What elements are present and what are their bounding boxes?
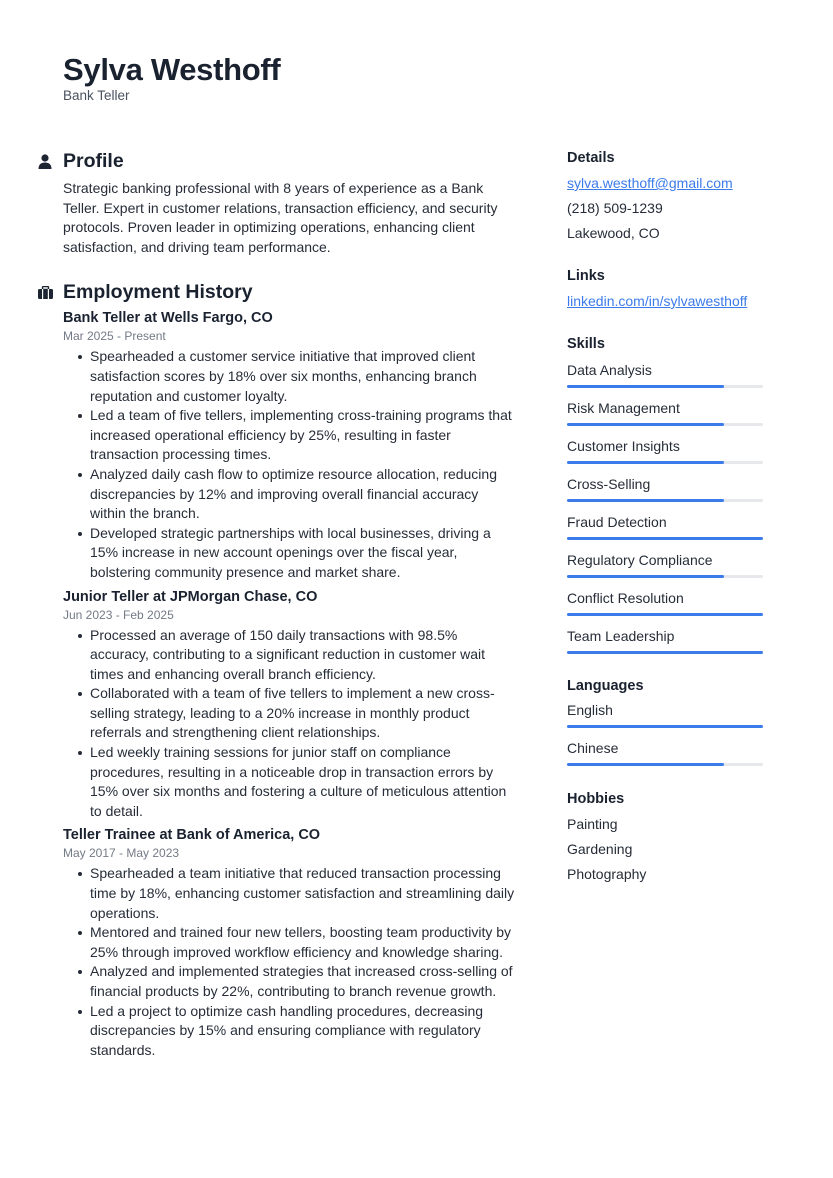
skills-list: [567, 356, 767, 660]
language-item: [567, 734, 767, 772]
level-bar-fill: [567, 423, 724, 426]
level-bar-fill: [567, 461, 724, 464]
profile-summary: Strategic banking professional with 8 years of experience as a Bank Teller. Expert in customer relations, transaction efficiency, and security protocols. Proven leader in optimizing operations, enhancing client satisfaction, and driving team performance.: [63, 180, 498, 255]
phone-number: (218) 509-1239: [567, 200, 663, 216]
level-bar-fill: [567, 575, 724, 578]
skill-item: [567, 356, 767, 394]
skill-item: [567, 622, 767, 660]
email-link[interactable]: sylva.westhoff@gmail.com: [567, 175, 733, 191]
level-bar: [567, 651, 763, 654]
skill-name: Fraud Detection: [567, 514, 667, 530]
language-name: Chinese: [567, 740, 619, 756]
bullet-item: Spearheaded a team initiative that reduced transaction processing time by 18%, enhancing customer satisfaction and streamlining daily operations.: [75, 864, 515, 923]
person-icon: [38, 151, 63, 171]
level-bar: [567, 499, 763, 502]
hobbies-list: [567, 812, 767, 887]
bullet-item: Collaborated with a team of five tellers to implement a new cross-selling strategy, leading to a 20% increase in monthly product referrals and strengthening client relationships.: [75, 684, 515, 743]
main-column: [38, 147, 528, 1060]
skill-item: [567, 508, 767, 546]
hobbies-title: Hobbies: [567, 791, 625, 807]
level-bar: [567, 423, 763, 426]
skill-name: Regulatory Compliance: [567, 552, 713, 568]
bullet-item: Processed an average of 150 daily transactions with 98.5% accuracy, contributing to a significant reduction in customer wait times and enhancing overall branch efficiency.: [75, 626, 515, 685]
bullet-item: Spearheaded a customer service initiative that improved client satisfaction scores by 18% over six months, enhancing branch reputation and customer loyalty.: [75, 347, 515, 406]
employment-title: Employment History: [63, 280, 253, 303]
skill-item: [567, 470, 767, 508]
languages-list: [567, 696, 767, 772]
job-date: Jun 2023 - Feb 2025: [63, 607, 174, 622]
resume-header: [63, 52, 280, 104]
language-item: [567, 696, 767, 734]
skill-name: Data Analysis: [567, 362, 652, 378]
skill-name: Team Leadership: [567, 628, 675, 644]
level-bar: [567, 385, 763, 388]
level-bar: [567, 613, 763, 616]
level-bar: [567, 725, 763, 728]
profile-title: Profile: [63, 149, 124, 172]
level-bar-fill: [567, 499, 724, 502]
hobby-item: Photography: [567, 866, 647, 882]
job-entry: [63, 308, 528, 582]
skill-name: Cross-Selling: [567, 476, 651, 492]
linkedin-link[interactable]: linkedin.com/in/sylvawesthoff: [567, 293, 748, 309]
level-bar-fill: [567, 725, 763, 728]
bullet-item: Led a team of five tellers, implementing cross-training programs that increased operational efficiency by 25%, resulting in faster transaction processing times.: [75, 406, 515, 465]
skill-item: [567, 394, 767, 432]
level-bar: [567, 575, 763, 578]
skill-item: [567, 584, 767, 622]
details-title: Details: [567, 150, 615, 166]
location: Lakewood, CO: [567, 225, 660, 241]
skill-item: [567, 432, 767, 470]
skills-title: Skills: [567, 336, 605, 352]
bullet-item: Mentored and trained four new tellers, boosting team productivity by 25% through improved workflow efficiency and knowledge sharing.: [75, 923, 515, 962]
employment-heading: [38, 278, 528, 306]
job-date: May 2017 - May 2023: [63, 846, 180, 861]
job-list: [38, 308, 528, 1060]
level-bar: [567, 461, 763, 464]
bullet-item: Led a project to optimize cash handling procedures, decreasing discrepancies by 15% and ensuring compliance with regulatory standards.: [75, 1002, 515, 1061]
languages-title: Languages: [567, 678, 644, 694]
profile-heading: [38, 147, 528, 175]
briefcase-icon: [38, 282, 63, 302]
level-bar-fill: [567, 537, 763, 540]
bullet-item: Analyzed daily cash flow to optimize resource allocation, reducing discrepancies by 12% and improving overall financial accuracy within the branch.: [75, 465, 515, 524]
job-bullets: [75, 347, 528, 582]
job-entry: [63, 587, 528, 822]
skill-item: [567, 546, 767, 584]
job-title: Bank Teller at Wells Fargo, CO: [63, 310, 273, 327]
level-bar-fill: [567, 385, 724, 388]
skill-name: Conflict Resolution: [567, 590, 684, 606]
level-bar: [567, 537, 763, 540]
job-bullets: [75, 864, 528, 1060]
level-bar-fill: [567, 651, 763, 654]
level-bar: [567, 763, 763, 766]
links-title: Links: [567, 268, 605, 284]
hobby-item: Gardening: [567, 841, 633, 857]
bullet-item: Analyzed and implemented strategies that increased cross-selling of financial products by 22%, contributing to branch revenue growth.: [75, 962, 515, 1001]
hobby-item: Painting: [567, 816, 618, 832]
level-bar-fill: [567, 763, 724, 766]
skill-name: Customer Insights: [567, 438, 680, 454]
candidate-role: Bank Teller: [63, 88, 130, 103]
language-name: English: [567, 702, 613, 718]
job-entry: [63, 825, 528, 1060]
job-title: Junior Teller at JPMorgan Chase, CO: [63, 588, 318, 605]
bullet-item: Led weekly training sessions for junior staff on compliance procedures, resulting in a noticeable drop in transaction errors by 15% over six months and fostering a culture of meticulous attention to detail.: [75, 743, 515, 821]
candidate-name: Sylva Westhoff: [63, 52, 281, 87]
skill-name: Risk Management: [567, 400, 680, 416]
bullet-item: Developed strategic partnerships with local businesses, driving a 15% increase in new account openings over the fiscal year, bolstering community presence and market share.: [75, 524, 515, 583]
level-bar-fill: [567, 613, 763, 616]
job-bullets: [75, 626, 528, 822]
job-date: Mar 2025 - Present: [63, 329, 166, 344]
sidebar-column: [567, 148, 767, 887]
job-title: Teller Trainee at Bank of America, CO: [63, 827, 321, 844]
